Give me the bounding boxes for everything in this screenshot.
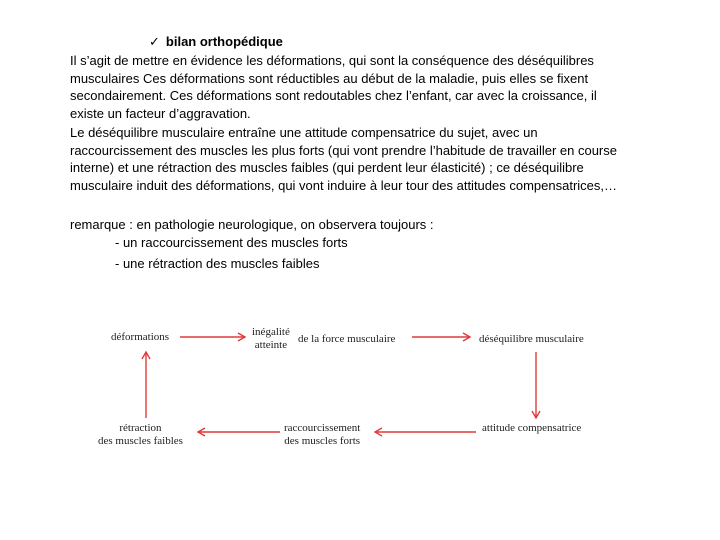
remark-item-raccourcissement: - un raccourcissement des muscles forts xyxy=(115,235,348,250)
paragraph-line: musculaires Ces déformations sont réductibles au début de la maladie, puis elles se fixent xyxy=(70,70,589,86)
node-raccourcissement xyxy=(284,422,360,448)
node-raccourcissement-line2: des muscles forts xyxy=(284,435,361,447)
paragraph-line: Il s’agit de mettre en évidence les déformations, qui sont la conséquence des déséquilibres xyxy=(70,53,594,68)
remark-item-retraction: - une rétraction des muscles faibles xyxy=(115,256,320,271)
paragraph-line: secondairement. Ces déformations sont redoutables chez l’enfant, car avec la croissance, il xyxy=(70,88,597,104)
node-desequilibre-musculaire: déséquilibre musculaire xyxy=(479,333,584,345)
section-heading xyxy=(149,34,283,50)
paragraph-line: interne) et une rétraction des muscles faibles (qui perdent leur élasticité) ; ce déséquilibre xyxy=(70,160,584,176)
node-inegalite xyxy=(252,326,290,352)
node-retraction-line1: rétraction xyxy=(119,422,162,434)
node-deformations: déformations xyxy=(111,331,170,343)
node-inegalite-line2: atteinte xyxy=(254,339,288,351)
paragraph-desequilibre xyxy=(70,124,670,194)
node-raccourcissement-line1: raccourcissement xyxy=(284,422,361,434)
node-retraction-line2: des muscles faibles xyxy=(98,435,183,447)
paragraph-deformations xyxy=(70,52,670,122)
remark-intro: remarque : en pathologie neurologique, on observera toujours : xyxy=(70,217,434,232)
node-attitude-compensatrice: attitude compensatrice xyxy=(482,422,582,434)
node-inegalite-line1: inégalité xyxy=(252,326,290,338)
paragraph-line: existe un facteur d’aggravation. xyxy=(70,105,251,121)
checkmark-icon: ✓ xyxy=(149,34,160,49)
node-retraction xyxy=(98,422,183,448)
section-title: bilan orthopédique xyxy=(165,34,283,49)
paragraph-line: Le déséquilibre musculaire entraîne une attitude compensatrice du sujet, avec un xyxy=(70,125,538,140)
paragraph-line: musculaire induit des déformations, qui vont induire à leur tour des attitudes compensatrices,… xyxy=(70,177,618,193)
paragraph-line: raccourcissement des muscles les plus forts (qui vont prendre l’habitude de travailler en course xyxy=(70,142,617,158)
node-force-musculaire: de la force musculaire xyxy=(298,333,396,345)
